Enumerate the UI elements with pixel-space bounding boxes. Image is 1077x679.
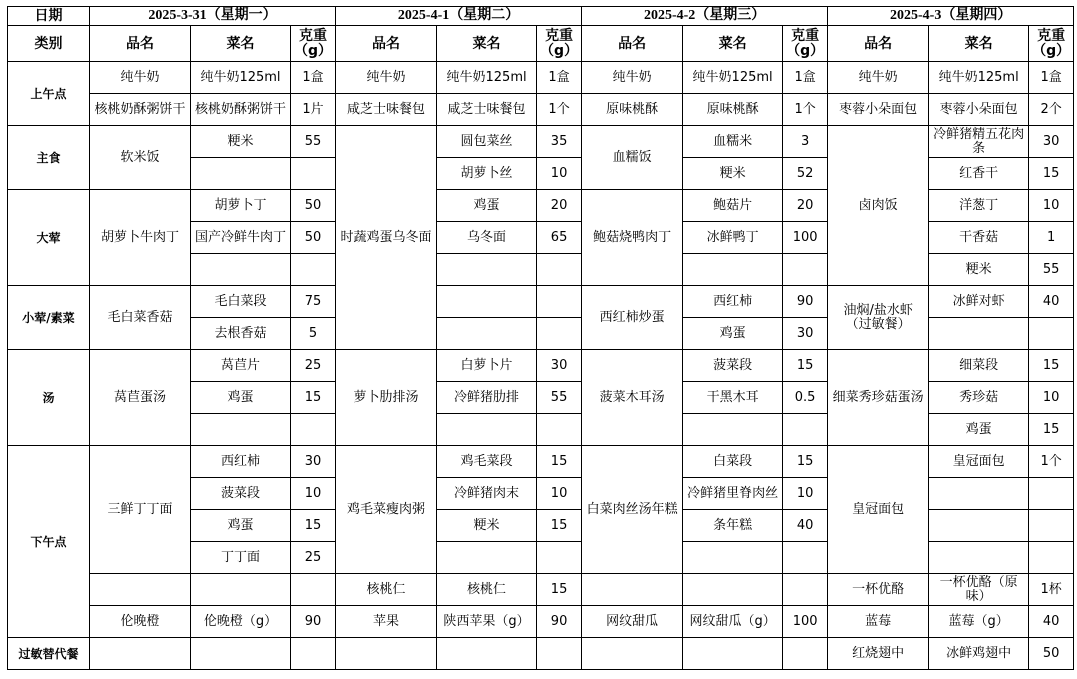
item-cell: 核桃奶酥粥饼干: [90, 94, 191, 126]
weight-cell: [537, 542, 582, 574]
item-cell: 莴苣蛋汤: [90, 350, 191, 446]
dish-cell: 鸡毛菜段: [437, 446, 537, 478]
item-cell: 原味桃酥: [582, 94, 683, 126]
weight-cell: 75: [291, 286, 336, 318]
dish-cell: 西红柿: [191, 446, 291, 478]
weight-cell: 52: [783, 158, 828, 190]
weight-cell: 25: [291, 542, 336, 574]
item-cell: 三鲜丁丁面: [90, 446, 191, 574]
weight-cell: 0.5: [783, 382, 828, 414]
dish-cell: 丁丁面: [191, 542, 291, 574]
item-cell: 鸡毛菜瘦肉粥: [336, 446, 437, 574]
weight-cell: 50: [1029, 638, 1074, 670]
item-cell: 软米饭: [90, 126, 191, 190]
dish-cell: 纯牛奶125ml: [929, 62, 1029, 94]
dish-cell: 条年糕: [683, 510, 783, 542]
weight-cell: 10: [1029, 382, 1074, 414]
weight-cell: 15: [291, 510, 336, 542]
weight-cell: 90: [291, 606, 336, 638]
dish-cell: 干香菇: [929, 222, 1029, 254]
dish-cell: [683, 638, 783, 670]
dish-cell: 圆包菜丝: [437, 126, 537, 158]
item-label: 品名: [336, 26, 437, 62]
item-label: 品名: [90, 26, 191, 62]
weight-cell: 30: [783, 318, 828, 350]
dish-cell: 粳米: [437, 510, 537, 542]
category-main-dish: 大荤: [8, 190, 90, 286]
weight-cell: 30: [537, 350, 582, 382]
weight-cell: 15: [1029, 414, 1074, 446]
weight-cell: 25: [291, 350, 336, 382]
dish-cell: 冷鲜猪肋排: [437, 382, 537, 414]
item-cell: 菠菜木耳汤: [582, 350, 683, 446]
item-cell: 鲍菇烧鸭肉丁: [582, 190, 683, 286]
item-cell: [336, 638, 437, 670]
weight-cell: [537, 318, 582, 350]
weight-cell: [291, 158, 336, 190]
dish-cell: [929, 478, 1029, 510]
dish-cell: 菠菜段: [191, 478, 291, 510]
weight-cell: 15: [537, 510, 582, 542]
dish-cell: 冷鲜猪精五花肉条: [929, 126, 1029, 158]
date-label: 日期: [8, 7, 90, 26]
item-cell: 西红柿炒蛋: [582, 286, 683, 350]
dish-cell: [929, 542, 1029, 574]
dish-cell: [437, 414, 537, 446]
dish-cell: 白菜段: [683, 446, 783, 478]
weight-cell: 50: [291, 190, 336, 222]
dish-cell: 菠菜段: [683, 350, 783, 382]
weight-cell: 50: [291, 222, 336, 254]
dish-cell: 一杯优酪（原味）: [929, 574, 1029, 606]
weight-cell: 5: [291, 318, 336, 350]
day-header-3: 2025-4-2（星期三）: [582, 7, 828, 26]
dish-cell: [929, 318, 1029, 350]
dish-cell: 鲍菇片: [683, 190, 783, 222]
dish-cell: 毛白菜段: [191, 286, 291, 318]
item-cell: 毛白菜香菇: [90, 286, 191, 350]
dish-cell: [437, 286, 537, 318]
item-cell: [90, 638, 191, 670]
weight-cell: [291, 254, 336, 286]
table-row: [8, 286, 1074, 318]
dish-cell: 白萝卜片: [437, 350, 537, 382]
weight-cell: 30: [291, 446, 336, 478]
category-afternoon-snack: 下午点: [8, 446, 90, 638]
dish-cell: 鸡蛋: [683, 318, 783, 350]
dish-cell: 鸡蛋: [191, 382, 291, 414]
day-header-4: 2025-4-3（星期四）: [828, 7, 1074, 26]
weight-cell: [537, 254, 582, 286]
dish-cell: 纯牛奶125ml: [191, 62, 291, 94]
weight-cell: 55: [537, 382, 582, 414]
dish-cell: 咸芝士味餐包: [437, 94, 537, 126]
dish-cell: 鸡蛋: [929, 414, 1029, 446]
dish-cell: 原味桃酥: [683, 94, 783, 126]
item-cell: 一杯优酪: [828, 574, 929, 606]
weight-cell: 15: [1029, 158, 1074, 190]
category-label: 类别: [8, 26, 90, 62]
dish-cell: 粳米: [683, 158, 783, 190]
weight-cell: 20: [537, 190, 582, 222]
item-cell: 皇冠面包: [828, 446, 929, 574]
dish-cell: 去根香菇: [191, 318, 291, 350]
dish-cell: 皇冠面包: [929, 446, 1029, 478]
dish-cell: 枣蓉小朵面包: [929, 94, 1029, 126]
item-cell: 卤肉饭: [828, 126, 929, 286]
category-soup: 汤: [8, 350, 90, 446]
weight-cell: 1盒: [1029, 62, 1074, 94]
item-cell: 细菜秀珍菇蛋汤: [828, 350, 929, 446]
table-row: [8, 94, 1074, 126]
dish-cell: [191, 638, 291, 670]
dish-cell: [191, 574, 291, 606]
weight-cell: 15: [783, 446, 828, 478]
dish-cell: 纯牛奶125ml: [683, 62, 783, 94]
category-allergy-substitute: 过敏替代餐: [8, 638, 90, 670]
item-cell: [90, 574, 191, 606]
day-header-1: 2025-3-31（星期一）: [90, 7, 336, 26]
weight-cell: 100: [783, 222, 828, 254]
item-cell: 萝卜肋排汤: [336, 350, 437, 446]
dish-cell: 洋葱丁: [929, 190, 1029, 222]
day-header-2: 2025-4-1（星期二）: [336, 7, 582, 26]
weight-cell: 1个: [537, 94, 582, 126]
dish-cell: 国产冷鲜牛肉丁: [191, 222, 291, 254]
dish-cell: 陕西苹果（g）: [437, 606, 537, 638]
item-cell: 核桃仁: [336, 574, 437, 606]
dish-cell: [683, 542, 783, 574]
weight-label: 克重（g）: [783, 26, 828, 62]
dish-cell: 核桃奶酥粥饼干: [191, 94, 291, 126]
dish-cell: 纯牛奶125ml: [437, 62, 537, 94]
dish-cell: 红香干: [929, 158, 1029, 190]
weight-label: 克重（g）: [537, 26, 582, 62]
weight-cell: 10: [537, 478, 582, 510]
weight-cell: [783, 254, 828, 286]
item-cell: 枣蓉小朵面包: [828, 94, 929, 126]
weight-cell: 10: [783, 478, 828, 510]
item-cell: 油焖/盐水虾（过敏餐）: [828, 286, 929, 350]
weight-cell: [1029, 318, 1074, 350]
dish-cell: 伦晚橙（g）: [191, 606, 291, 638]
dish-label: 菜名: [437, 26, 537, 62]
item-cell: 红烧翅中: [828, 638, 929, 670]
dish-cell: [437, 638, 537, 670]
item-cell: 纯牛奶: [336, 62, 437, 94]
dish-cell: 冷鲜猪肉末: [437, 478, 537, 510]
dish-cell: 西红柿: [683, 286, 783, 318]
weight-cell: 65: [537, 222, 582, 254]
table-row: [8, 574, 1074, 606]
item-cell: [582, 574, 683, 606]
category-morning-snack: 上午点: [8, 62, 90, 126]
dish-cell: 蓝莓（g）: [929, 606, 1029, 638]
weight-cell: 30: [1029, 126, 1074, 158]
item-cell: 白菜肉丝汤年糕: [582, 446, 683, 574]
weight-cell: [537, 414, 582, 446]
weight-cell: 55: [1029, 254, 1074, 286]
weight-cell: 2个: [1029, 94, 1074, 126]
weight-cell: 15: [783, 350, 828, 382]
item-cell: 纯牛奶: [828, 62, 929, 94]
dish-cell: 乌冬面: [437, 222, 537, 254]
weight-cell: [1029, 542, 1074, 574]
dish-cell: [437, 542, 537, 574]
weight-cell: [1029, 510, 1074, 542]
weight-label: 克重（g）: [1029, 26, 1074, 62]
item-cell: 蓝莓: [828, 606, 929, 638]
weight-cell: 40: [1029, 286, 1074, 318]
dish-cell: 胡萝卜丝: [437, 158, 537, 190]
item-label: 品名: [828, 26, 929, 62]
weight-label: 克重（g）: [291, 26, 336, 62]
weight-cell: 55: [291, 126, 336, 158]
dish-cell: 网纹甜瓜（g）: [683, 606, 783, 638]
subheader-row: [8, 26, 1074, 62]
weight-cell: 15: [537, 446, 582, 478]
dish-cell: [929, 510, 1029, 542]
weight-cell: 1: [1029, 222, 1074, 254]
dish-cell: 鸡蛋: [437, 190, 537, 222]
weight-cell: [783, 542, 828, 574]
weight-cell: 10: [291, 478, 336, 510]
weight-cell: 20: [783, 190, 828, 222]
weight-cell: 15: [291, 382, 336, 414]
dish-cell: [683, 254, 783, 286]
weight-cell: 1杯: [1029, 574, 1074, 606]
dish-cell: [191, 254, 291, 286]
dish-cell: 粳米: [191, 126, 291, 158]
item-cell: 伦晚橙: [90, 606, 191, 638]
weight-cell: 40: [783, 510, 828, 542]
weight-cell: [291, 638, 336, 670]
weight-cell: [291, 414, 336, 446]
dish-cell: 冰鲜对虾: [929, 286, 1029, 318]
item-cell: [582, 638, 683, 670]
dish-cell: 鸡蛋: [191, 510, 291, 542]
table-row: [8, 446, 1074, 478]
dish-cell: 核桃仁: [437, 574, 537, 606]
weight-cell: 1盒: [291, 62, 336, 94]
weight-cell: [1029, 478, 1074, 510]
weight-cell: [783, 638, 828, 670]
dish-cell: 冰鲜鸭丁: [683, 222, 783, 254]
dish-cell: 莴苣片: [191, 350, 291, 382]
item-cell: 胡萝卜牛肉丁: [90, 190, 191, 286]
weight-cell: [537, 286, 582, 318]
weight-cell: 1个: [783, 94, 828, 126]
weight-cell: 1盒: [783, 62, 828, 94]
table-row: [8, 350, 1074, 382]
dish-cell: 冰鲜鸡翅中: [929, 638, 1029, 670]
weight-cell: 100: [783, 606, 828, 638]
weight-cell: 1个: [1029, 446, 1074, 478]
weight-cell: [537, 638, 582, 670]
weight-cell: 90: [537, 606, 582, 638]
dish-cell: 干黑木耳: [683, 382, 783, 414]
weekly-menu-table: [7, 6, 1074, 670]
weight-cell: 10: [1029, 190, 1074, 222]
item-cell: 血糯饭: [582, 126, 683, 190]
weight-cell: 40: [1029, 606, 1074, 638]
dish-cell: 血糯米: [683, 126, 783, 158]
weight-cell: 10: [537, 158, 582, 190]
weight-cell: [291, 574, 336, 606]
item-cell: 咸芝士味餐包: [336, 94, 437, 126]
dish-cell: [683, 574, 783, 606]
date-row: [8, 7, 1074, 26]
dish-cell: [191, 414, 291, 446]
weight-cell: 15: [537, 574, 582, 606]
weight-cell: [783, 414, 828, 446]
category-staple: 主食: [8, 126, 90, 190]
item-cell: 网纹甜瓜: [582, 606, 683, 638]
weight-cell: 1盒: [537, 62, 582, 94]
table-row: [8, 62, 1074, 94]
dish-label: 菜名: [929, 26, 1029, 62]
table-row: [8, 638, 1074, 670]
item-cell: 纯牛奶: [582, 62, 683, 94]
table-row: [8, 126, 1074, 158]
dish-cell: 秀珍菇: [929, 382, 1029, 414]
item-label: 品名: [582, 26, 683, 62]
weight-cell: 3: [783, 126, 828, 158]
weight-cell: 90: [783, 286, 828, 318]
table-row: [8, 606, 1074, 638]
dish-cell: 冷鲜猪里脊肉丝: [683, 478, 783, 510]
weight-cell: [783, 574, 828, 606]
dish-label: 菜名: [683, 26, 783, 62]
item-cell: 时蔬鸡蛋乌冬面: [336, 126, 437, 350]
item-cell: 苹果: [336, 606, 437, 638]
weight-cell: 1片: [291, 94, 336, 126]
weight-cell: 35: [537, 126, 582, 158]
category-side-dish: 小荤/素菜: [8, 286, 90, 350]
dish-cell: [191, 158, 291, 190]
dish-label: 菜名: [191, 26, 291, 62]
dish-cell: [437, 254, 537, 286]
dish-cell: 细菜段: [929, 350, 1029, 382]
dish-cell: [437, 318, 537, 350]
item-cell: 纯牛奶: [90, 62, 191, 94]
dish-cell: 粳米: [929, 254, 1029, 286]
weight-cell: 15: [1029, 350, 1074, 382]
dish-cell: [683, 414, 783, 446]
dish-cell: 胡萝卜丁: [191, 190, 291, 222]
